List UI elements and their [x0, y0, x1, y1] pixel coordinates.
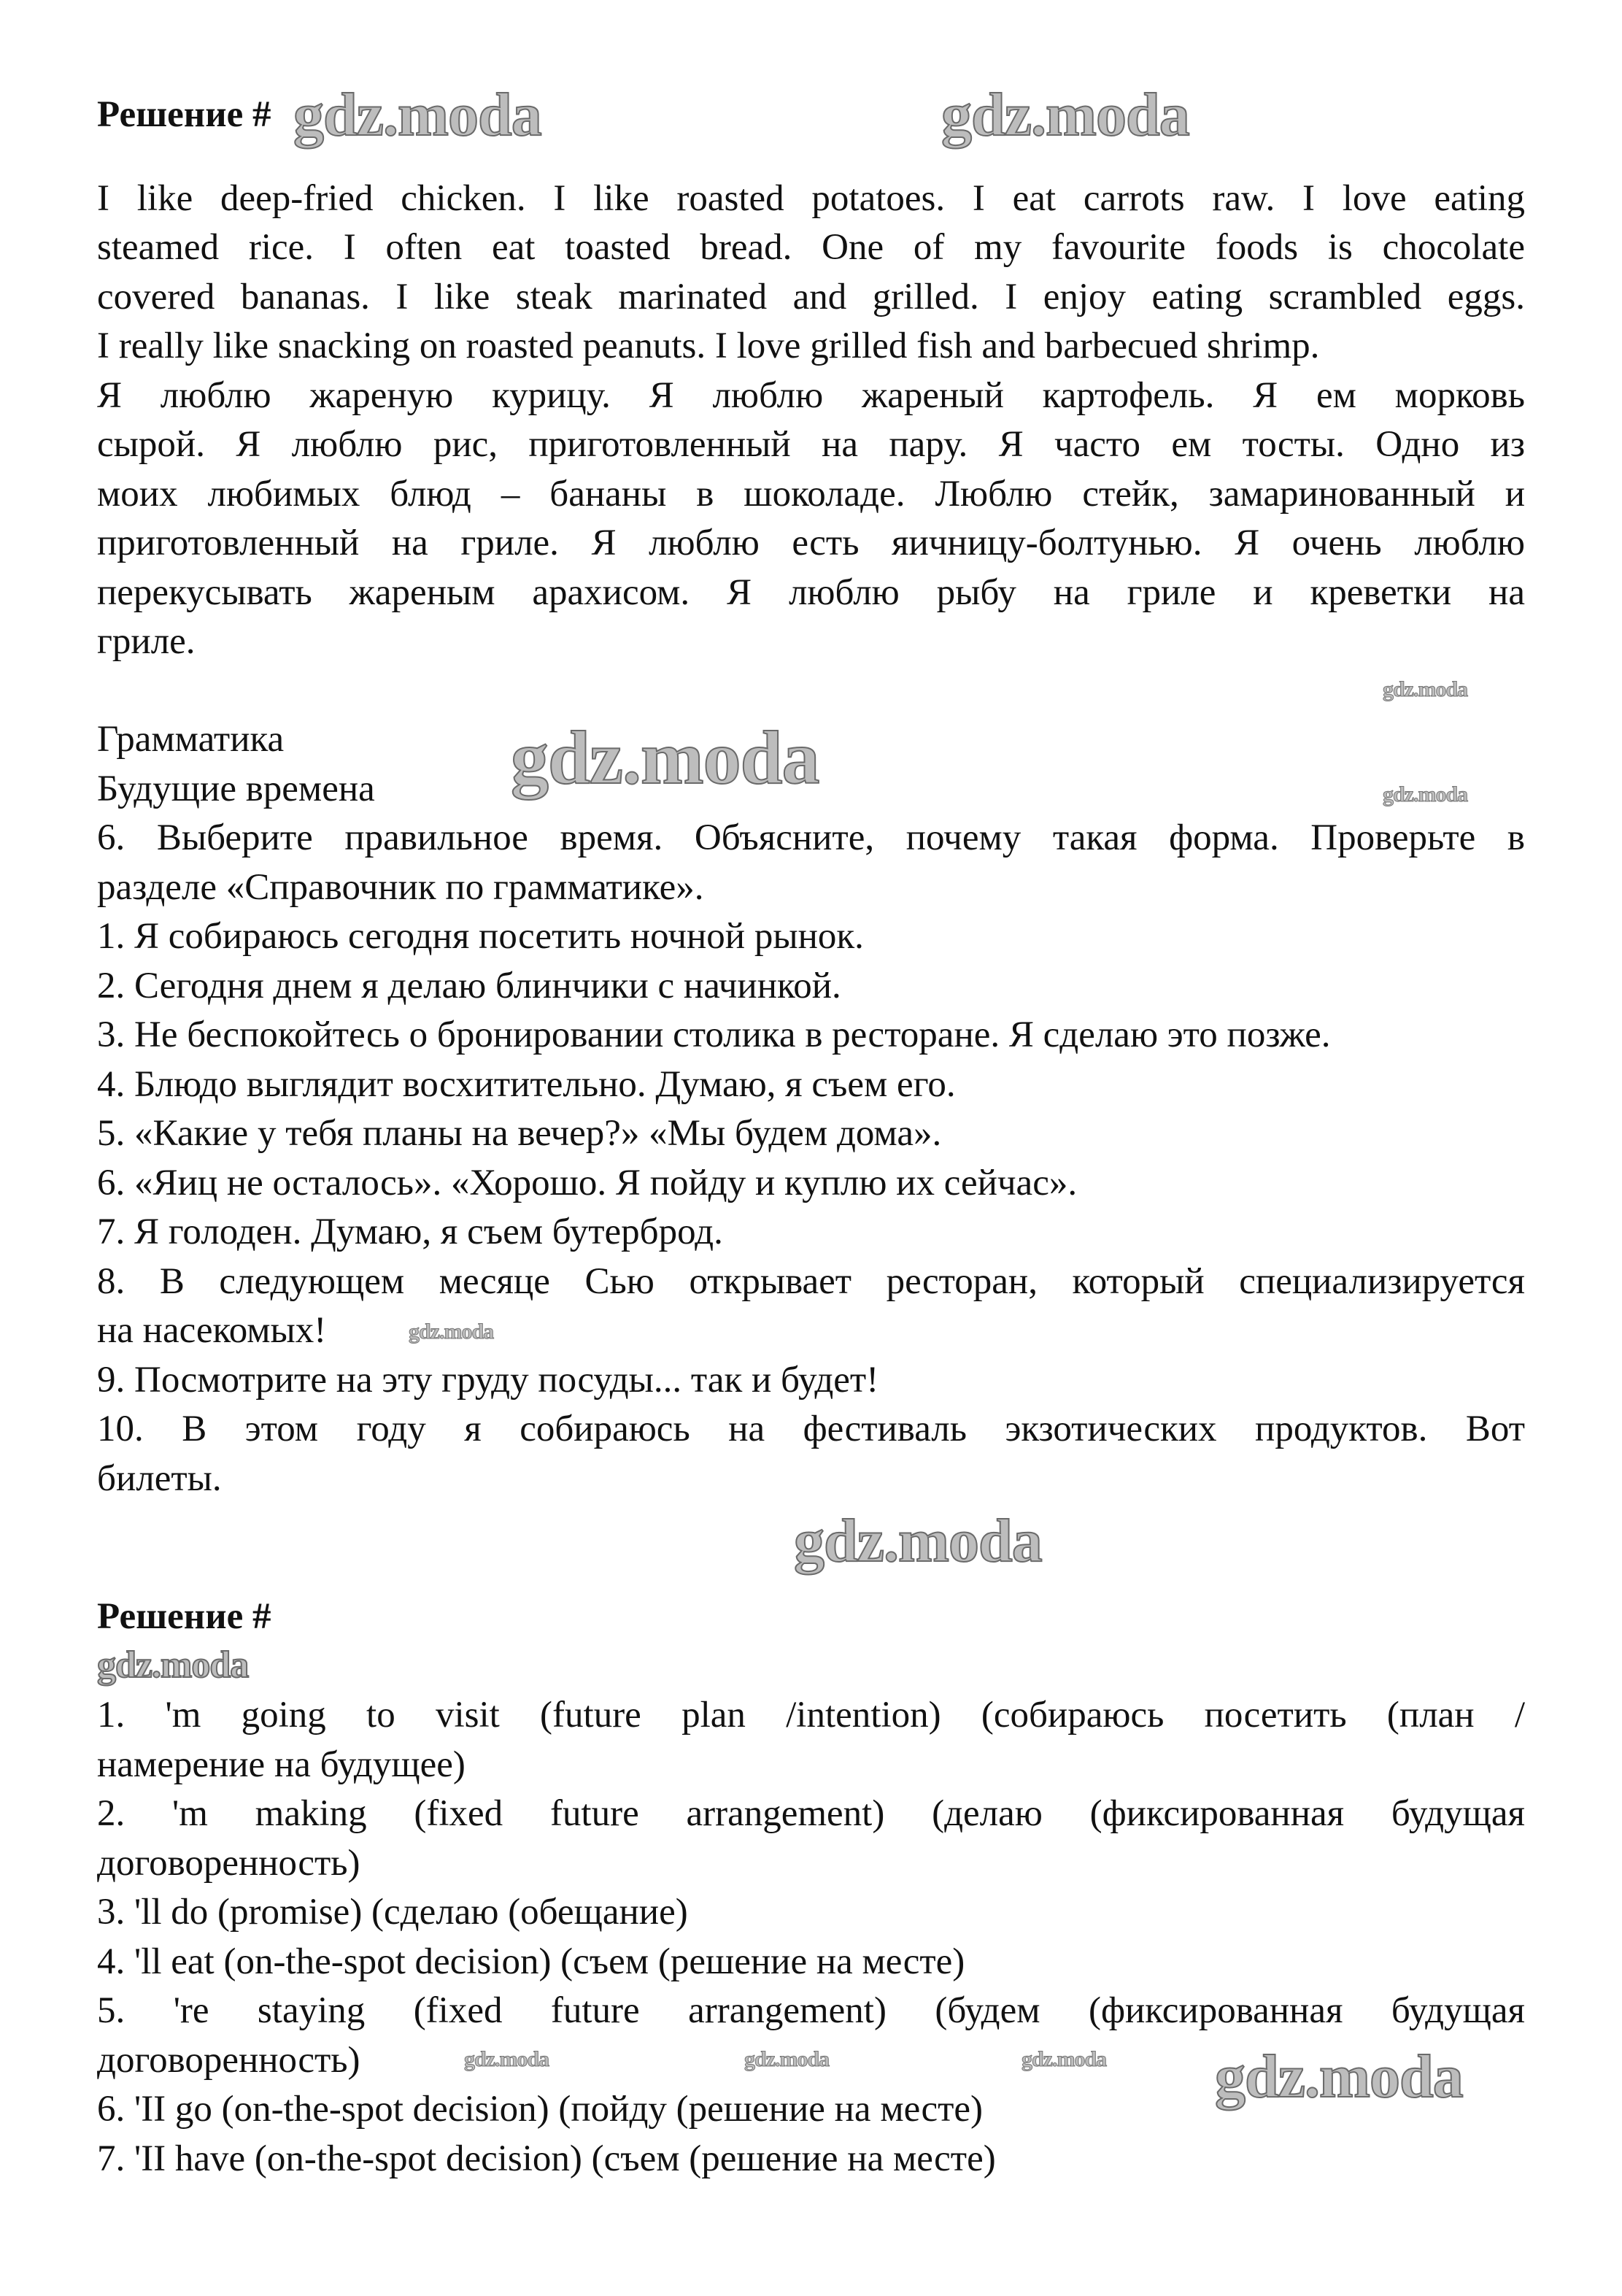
watermark: gdz.moda	[97, 1644, 249, 1686]
exercise-item: 9. Посмотрите на эту груду посуды... так и будет!	[97, 1359, 879, 1401]
answer-line: 4. 'll eat (on-the-spot decision) (съем (решение на месте)	[97, 1941, 965, 1982]
section-grammar	[97, 715, 1525, 1503]
grammar-subtitle: Будущие времена	[97, 768, 375, 809]
section-solution-1	[97, 90, 1525, 667]
text-line: Я люблю жареную курицу. Я люблю жареный картофель. Я ем морковь	[97, 374, 1525, 416]
text-line: приготовленный на гриле. Я люблю есть яичницу-болтунью. Я очень люблю	[97, 523, 1525, 563]
exercise-item: 4. Блюдо выглядит восхитительно. Думаю, я съем его.	[97, 1063, 956, 1105]
answer-line: 3. 'll do (promise) (сделаю (обещание)	[97, 1892, 688, 1933]
answer-line: 2. 'm making (fixed future arrangement) (делаю (фиксированная будущая	[97, 1793, 1525, 1834]
text-line: гриле.	[97, 621, 196, 662]
watermark: gdz.moda	[744, 2047, 830, 2071]
answer-line: намерение на будущее)	[97, 1744, 466, 1785]
exercise-line: 6. Выберите правильное время. Объясните, почему такая форма. Проверьте в	[97, 817, 1525, 858]
watermark: gdz.moda	[511, 716, 819, 800]
watermark: gdz.moda	[1022, 2047, 1107, 2071]
text-line: steamed rice. I often eat toasted bread. One of my favourite foods is chocolate	[97, 227, 1525, 268]
grammar-title: Грамматика	[97, 719, 285, 760]
exercise-line: разделе «Справочник по грамматике».	[97, 866, 704, 908]
watermark: gdz.moda	[941, 81, 1189, 149]
watermark: gdz.moda	[464, 2047, 549, 2071]
watermark: gdz.moda	[409, 1320, 494, 1344]
solution-heading: Решение #	[97, 94, 271, 135]
exercise-item: билеты.	[97, 1457, 222, 1499]
text-line: сырой. Я люблю рис, приготовленный на пару. Я часто ем тосты. Одно из	[97, 424, 1525, 465]
watermark: gdz.moda	[1383, 677, 1468, 701]
watermark: gdz.moda	[1383, 782, 1468, 806]
answer-line: 6. 'II go (on-the-spot decision) (пойду (решение на месте)	[97, 2089, 984, 2130]
answer-line: договоренность)	[97, 1842, 360, 1884]
exercise-item: 1. Я собираюсь сегодня посетить ночной рынок.	[97, 916, 864, 957]
exercise-item: на насекомых!	[97, 1310, 327, 1351]
text-line: перекусывать жареным арахисом. Я люблю рыбу на гриле и креветки на	[97, 571, 1525, 613]
answer-line: 7. 'II have (on-the-spot decision) (съем (решение на месте)	[97, 2138, 996, 2179]
spacer	[97, 1642, 1525, 1692]
exercise-item: 8. В следующем месяце Сью открывает ресторан, который специализируется	[97, 1260, 1525, 1302]
exercise-item: 7. Я голоден. Думаю, я съем бутерброд.	[97, 1211, 723, 1252]
watermark: gdz.moda	[1215, 2043, 1463, 2111]
text-line: covered bananas. I like steak marinated and grilled. I enjoy eating scrambled eggs.	[97, 276, 1525, 317]
text-line: моих любимых блюд – бананы в шоколаде. Люблю стейк, замаринованный и	[97, 473, 1525, 515]
watermark: gdz.moda	[794, 1507, 1042, 1575]
answer-line: 1. 'm going to visit (future plan /intention) (собираюсь посетить (план /	[97, 1695, 1525, 1736]
text-line: I really like snacking on roasted peanuts. I love grilled fish and barbecued shrimp.	[97, 325, 1320, 366]
solution-heading: Решение #	[97, 1596, 271, 1637]
watermark: gdz.moda	[293, 81, 541, 149]
answer-line: 5. 're staying (fixed future arrangement) (будем (фиксированная будущая	[97, 1990, 1525, 2031]
exercise-item: 3. Не беспокойтесь о бронировании столика в ресторане. Я сделаю это позже.	[97, 1014, 1331, 1055]
exercise-item: 5. «Какие у тебя планы на вечер?» «Мы будем дома».	[97, 1113, 942, 1154]
exercise-item: 10. В этом году я собираюсь на фестиваль экзотических продуктов. Вот	[97, 1409, 1525, 1449]
text-line: I like deep-fried chicken. I like roasted potatoes. I eat carrots raw. I love eating	[97, 177, 1525, 219]
exercise-item: 6. «Яиц не осталось». «Хорошо. Я пойду и куплю их сейчас».	[97, 1162, 1078, 1203]
answer-line: договоренность)	[97, 2039, 360, 2081]
exercise-item: 2. Сегодня днем я делаю блинчики с начинкой.	[97, 965, 841, 1006]
